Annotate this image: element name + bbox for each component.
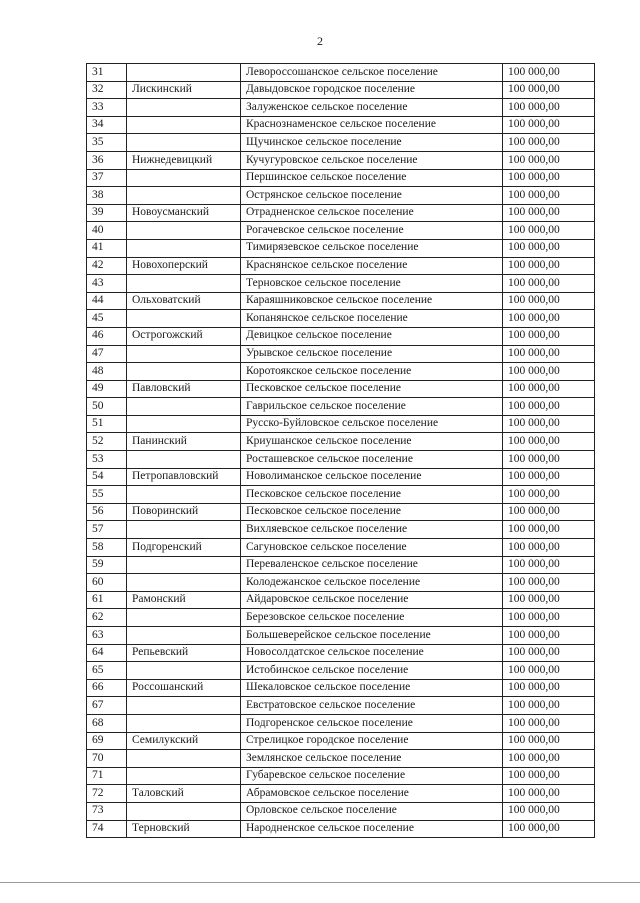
amount-value: 100 000,00 [503, 99, 595, 117]
district-name [127, 275, 241, 293]
table-row [87, 486, 595, 504]
settlement-name: Левороссошанское сельское поселение [241, 64, 503, 82]
table-row [87, 679, 595, 697]
amount-value: 100 000,00 [503, 750, 595, 768]
district-name [127, 574, 241, 592]
district-name: Россошанский [127, 679, 241, 697]
amount-value: 100 000,00 [503, 310, 595, 328]
row-number: 46 [87, 327, 127, 345]
amount-value: 100 000,00 [503, 820, 595, 838]
table-row [87, 609, 595, 627]
table-row [87, 539, 595, 557]
amount-value: 100 000,00 [503, 714, 595, 732]
amount-value: 100 000,00 [503, 239, 595, 257]
row-number: 58 [87, 539, 127, 557]
district-name [127, 64, 241, 82]
settlement-name: Песковское сельское поселение [241, 380, 503, 398]
table-row [87, 662, 595, 680]
row-number: 52 [87, 433, 127, 451]
amount-value: 100 000,00 [503, 151, 595, 169]
amount-value: 100 000,00 [503, 345, 595, 363]
table-row [87, 204, 595, 222]
district-name [127, 239, 241, 257]
table-row [87, 239, 595, 257]
district-name [127, 134, 241, 152]
table-row [87, 714, 595, 732]
district-name [127, 398, 241, 416]
amount-value: 100 000,00 [503, 363, 595, 381]
amount-value: 100 000,00 [503, 503, 595, 521]
district-name [127, 99, 241, 117]
table-row [87, 99, 595, 117]
settlement-name: Острянское сельское поселение [241, 187, 503, 205]
table-row [87, 415, 595, 433]
district-name [127, 627, 241, 645]
table-row [87, 433, 595, 451]
table-row [87, 275, 595, 293]
table-row [87, 363, 595, 381]
table-row [87, 574, 595, 592]
amount-value: 100 000,00 [503, 521, 595, 539]
district-name [127, 556, 241, 574]
table-row [87, 187, 595, 205]
amount-value: 100 000,00 [503, 433, 595, 451]
row-number: 68 [87, 714, 127, 732]
row-number: 74 [87, 820, 127, 838]
row-number: 31 [87, 64, 127, 82]
row-number: 42 [87, 257, 127, 275]
amount-value: 100 000,00 [503, 802, 595, 820]
amount-value: 100 000,00 [503, 486, 595, 504]
table-row [87, 151, 595, 169]
settlement-name: Шекаловское сельское поселение [241, 679, 503, 697]
table-row [87, 802, 595, 820]
table-row [87, 380, 595, 398]
district-name [127, 697, 241, 715]
allocation-table-body [87, 64, 595, 838]
row-number: 51 [87, 415, 127, 433]
settlement-name: Переваленское сельское поселение [241, 556, 503, 574]
amount-value: 100 000,00 [503, 574, 595, 592]
table-row [87, 750, 595, 768]
district-name: Новохоперский [127, 257, 241, 275]
amount-value: 100 000,00 [503, 222, 595, 240]
amount-value: 100 000,00 [503, 275, 595, 293]
district-name: Терновский [127, 820, 241, 838]
district-name [127, 345, 241, 363]
district-name [127, 521, 241, 539]
district-name [127, 662, 241, 680]
amount-value: 100 000,00 [503, 116, 595, 134]
table-row [87, 327, 595, 345]
settlement-name: Девицкое сельское поселение [241, 327, 503, 345]
row-number: 55 [87, 486, 127, 504]
table-row [87, 785, 595, 803]
row-number: 53 [87, 451, 127, 469]
row-number: 40 [87, 222, 127, 240]
settlement-name: Стрелицкое городское поселение [241, 732, 503, 750]
amount-value: 100 000,00 [503, 591, 595, 609]
settlement-name: Краснознаменское сельское поселение [241, 116, 503, 134]
district-name: Новоусманский [127, 204, 241, 222]
amount-value: 100 000,00 [503, 451, 595, 469]
district-name [127, 169, 241, 187]
row-number: 66 [87, 679, 127, 697]
row-number: 50 [87, 398, 127, 416]
table-row [87, 521, 595, 539]
table-row [87, 503, 595, 521]
amount-value: 100 000,00 [503, 539, 595, 557]
amount-value: 100 000,00 [503, 468, 595, 486]
district-name: Рамонский [127, 591, 241, 609]
settlement-name: Истобинское сельское поселение [241, 662, 503, 680]
table-row [87, 732, 595, 750]
amount-value: 100 000,00 [503, 644, 595, 662]
settlement-name: Караяшниковское сельское поселение [241, 292, 503, 310]
row-number: 32 [87, 81, 127, 99]
settlement-name: Гаврильское сельское поселение [241, 398, 503, 416]
row-number: 36 [87, 151, 127, 169]
district-name [127, 116, 241, 134]
row-number: 56 [87, 503, 127, 521]
row-number: 35 [87, 134, 127, 152]
row-number: 33 [87, 99, 127, 117]
row-number: 70 [87, 750, 127, 768]
table-row [87, 398, 595, 416]
amount-value: 100 000,00 [503, 785, 595, 803]
row-number: 64 [87, 644, 127, 662]
district-name: Семилукский [127, 732, 241, 750]
district-name: Репьевский [127, 644, 241, 662]
settlement-name: Евстратовское сельское поселение [241, 697, 503, 715]
district-name [127, 222, 241, 240]
settlement-name: Новолиманское сельское поселение [241, 468, 503, 486]
settlement-name: Криушанское сельское поселение [241, 433, 503, 451]
settlement-name: Песковское сельское поселение [241, 503, 503, 521]
settlement-name: Землянское сельское поселение [241, 750, 503, 768]
table-row [87, 64, 595, 82]
table-row [87, 591, 595, 609]
amount-value: 100 000,00 [503, 169, 595, 187]
row-number: 60 [87, 574, 127, 592]
settlement-name: Краснянское сельское поселение [241, 257, 503, 275]
amount-value: 100 000,00 [503, 64, 595, 82]
table-row [87, 644, 595, 662]
district-name: Таловский [127, 785, 241, 803]
settlement-name: Залуженское сельское поселение [241, 99, 503, 117]
settlement-name: Орловское сельское поселение [241, 802, 503, 820]
row-number: 61 [87, 591, 127, 609]
table-row [87, 556, 595, 574]
settlement-name: Русско-Буйловское сельское поселение [241, 415, 503, 433]
table-row [87, 451, 595, 469]
bottom-rule [0, 882, 640, 883]
row-number: 38 [87, 187, 127, 205]
row-number: 39 [87, 204, 127, 222]
amount-value: 100 000,00 [503, 81, 595, 99]
table-row [87, 134, 595, 152]
amount-value: 100 000,00 [503, 697, 595, 715]
table-row [87, 257, 595, 275]
settlement-name: Колодежанское сельское поселение [241, 574, 503, 592]
amount-value: 100 000,00 [503, 609, 595, 627]
district-name [127, 714, 241, 732]
table-row [87, 468, 595, 486]
district-name: Острогожский [127, 327, 241, 345]
table-row [87, 767, 595, 785]
amount-value: 100 000,00 [503, 415, 595, 433]
table-row [87, 697, 595, 715]
row-number: 43 [87, 275, 127, 293]
settlement-name: Сагуновское сельское поселение [241, 539, 503, 557]
settlement-name: Айдаровское сельское поселение [241, 591, 503, 609]
district-name [127, 310, 241, 328]
settlement-name: Абрамовское сельское поселение [241, 785, 503, 803]
row-number: 48 [87, 363, 127, 381]
settlement-name: Щучинское сельское поселение [241, 134, 503, 152]
table-row [87, 310, 595, 328]
amount-value: 100 000,00 [503, 662, 595, 680]
amount-value: 100 000,00 [503, 204, 595, 222]
district-name [127, 451, 241, 469]
settlement-name: Подгоренское сельское поселение [241, 714, 503, 732]
page-number: 2 [317, 34, 323, 48]
settlement-name: Народненское сельское поселение [241, 820, 503, 838]
settlement-name: Урывское сельское поселение [241, 345, 503, 363]
table-row [87, 81, 595, 99]
district-name [127, 767, 241, 785]
amount-value: 100 000,00 [503, 767, 595, 785]
settlement-name: Новосолдатское сельское поселение [241, 644, 503, 662]
amount-value: 100 000,00 [503, 679, 595, 697]
row-number: 59 [87, 556, 127, 574]
settlement-name: Вихляевское сельское поселение [241, 521, 503, 539]
district-name: Подгоренский [127, 539, 241, 557]
settlement-name: Коротоякское сельское поселение [241, 363, 503, 381]
row-number: 47 [87, 345, 127, 363]
table-row [87, 345, 595, 363]
settlement-name: Березовское сельское поселение [241, 609, 503, 627]
row-number: 37 [87, 169, 127, 187]
district-name: Панинский [127, 433, 241, 451]
amount-value: 100 000,00 [503, 257, 595, 275]
district-name [127, 802, 241, 820]
district-name [127, 363, 241, 381]
settlement-name: Большеверейское сельское поселение [241, 627, 503, 645]
row-number: 45 [87, 310, 127, 328]
row-number: 49 [87, 380, 127, 398]
row-number: 54 [87, 468, 127, 486]
amount-value: 100 000,00 [503, 292, 595, 310]
district-name [127, 486, 241, 504]
amount-value: 100 000,00 [503, 327, 595, 345]
settlement-name: Рогачевское сельское поселение [241, 222, 503, 240]
amount-value: 100 000,00 [503, 398, 595, 416]
amount-value: 100 000,00 [503, 187, 595, 205]
settlement-name: Росташевское сельское поселение [241, 451, 503, 469]
settlement-name: Кучугуровское сельское поселение [241, 151, 503, 169]
table-row [87, 292, 595, 310]
table-row [87, 627, 595, 645]
settlement-name: Тимирязевское сельское поселение [241, 239, 503, 257]
settlement-name: Губаревское сельское поселение [241, 767, 503, 785]
amount-value: 100 000,00 [503, 627, 595, 645]
table-row [87, 820, 595, 838]
row-number: 71 [87, 767, 127, 785]
district-name: Ольховатский [127, 292, 241, 310]
amount-value: 100 000,00 [503, 134, 595, 152]
amount-value: 100 000,00 [503, 732, 595, 750]
table-row [87, 116, 595, 134]
row-number: 73 [87, 802, 127, 820]
district-name [127, 187, 241, 205]
table-row [87, 222, 595, 240]
settlement-name: Песковское сельское поселение [241, 486, 503, 504]
district-name [127, 415, 241, 433]
settlement-name: Отрадненское сельское поселение [241, 204, 503, 222]
district-name: Нижнедевицкий [127, 151, 241, 169]
row-number: 44 [87, 292, 127, 310]
settlement-name: Копанянское сельское поселение [241, 310, 503, 328]
amount-value: 100 000,00 [503, 556, 595, 574]
district-name: Петропавловский [127, 468, 241, 486]
district-name: Лискинский [127, 81, 241, 99]
amount-value: 100 000,00 [503, 380, 595, 398]
row-number: 41 [87, 239, 127, 257]
district-name: Поворинский [127, 503, 241, 521]
row-number: 57 [87, 521, 127, 539]
settlement-name: Першинское сельское поселение [241, 169, 503, 187]
allocation-table [86, 63, 595, 838]
row-number: 72 [87, 785, 127, 803]
row-number: 67 [87, 697, 127, 715]
district-name: Павловский [127, 380, 241, 398]
settlement-name: Терновское сельское поселение [241, 275, 503, 293]
district-name [127, 609, 241, 627]
row-number: 62 [87, 609, 127, 627]
district-name [127, 750, 241, 768]
row-number: 65 [87, 662, 127, 680]
table-row [87, 169, 595, 187]
row-number: 69 [87, 732, 127, 750]
settlement-name: Давыдовское городское поселение [241, 81, 503, 99]
row-number: 34 [87, 116, 127, 134]
row-number: 63 [87, 627, 127, 645]
